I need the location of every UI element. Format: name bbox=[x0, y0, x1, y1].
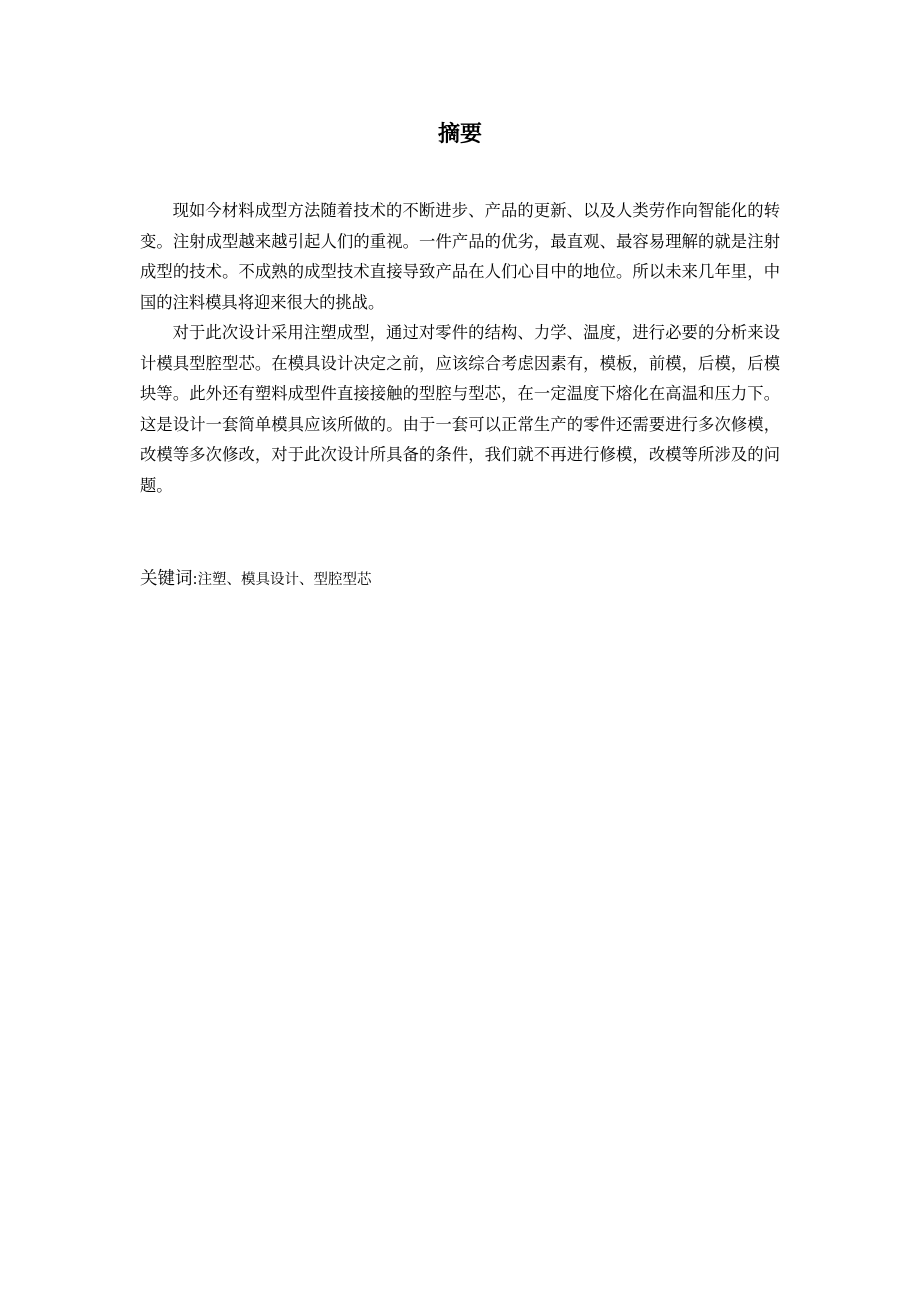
abstract-paragraph-1: 现如今材料成型方法随着技术的不断进步、产品的更新、以及人类劳作向智能化的转变。注射成型越来越引起人们的重视。一件产品的优劣，最直观、最容易理解的就是注射成型的技术。不成熟的成型技术直接导致产品在人们心目中的地位。所以未来几年里，中国的注料模具将迎来很大的挑战。 bbox=[140, 201, 780, 312]
abstract-title: 摘要 bbox=[437, 122, 482, 147]
abstract-paragraph-2: 对于此次设计采用注塑成型，通过对零件的结构、力学、温度，进行必要的分析来设计模具型腔型芯。在模具设计决定之前，应该综合考虑因素有，模板，前模，后模，后模块等。此外还有塑料成型件直接接触的型腔与型芯，在一定温度下熔化在高温和压力下。这是设计一套简单模具应该所做的。由于一套可以正常生产的零件还需要进行多次修模，改模等多次修改，对于此次设计所具备的条件，我们就不再进行修模，改模等所涉及的问题。 bbox=[140, 323, 780, 495]
abstract-body bbox=[140, 196, 780, 501]
keywords-separator: : bbox=[192, 570, 198, 588]
keywords-line bbox=[140, 564, 780, 595]
keywords-value: 注塑、模具设计、型腔型芯 bbox=[197, 572, 372, 588]
keywords-label: 关键词 bbox=[140, 569, 193, 589]
